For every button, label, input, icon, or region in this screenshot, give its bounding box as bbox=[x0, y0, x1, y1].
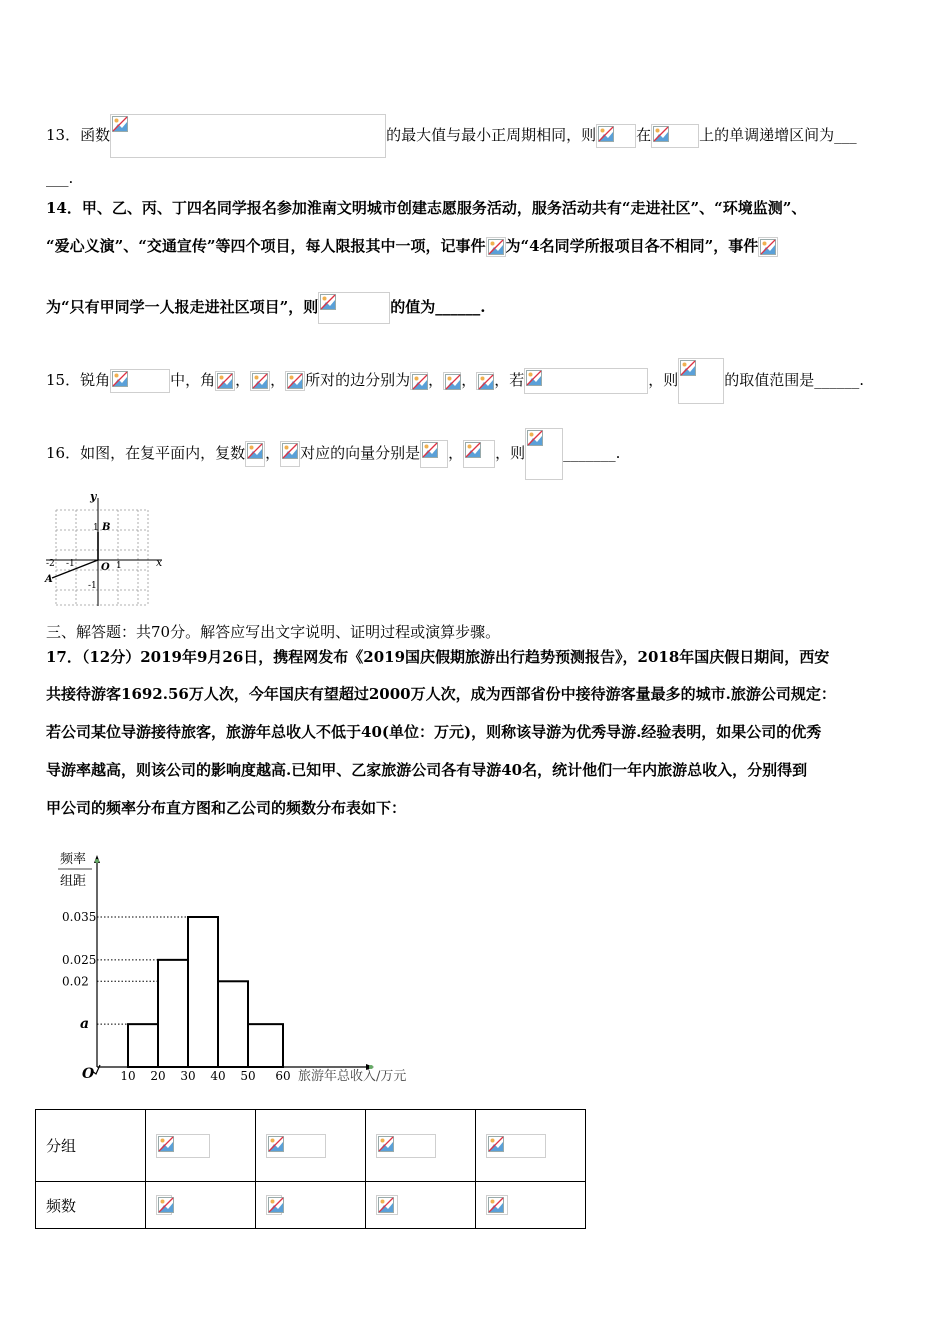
table-cell bbox=[476, 1110, 586, 1182]
q13-continuation: ___. bbox=[46, 169, 74, 187]
tick-neg2-x: -2 bbox=[46, 559, 55, 569]
question-14-line-2 bbox=[46, 236, 778, 257]
broken-image-icon bbox=[422, 442, 438, 458]
broken-image-icon bbox=[282, 443, 298, 459]
formula-image bbox=[318, 292, 390, 324]
broken-image-icon bbox=[158, 1136, 174, 1152]
y-tick-label: a bbox=[80, 1016, 90, 1033]
formula-image bbox=[376, 1195, 398, 1215]
vector-oa bbox=[52, 560, 98, 578]
tick-1-y: 1 bbox=[93, 523, 99, 533]
y-axis-dot bbox=[95, 859, 99, 863]
y-tick-label: 0.02 bbox=[62, 974, 89, 989]
broken-image-icon bbox=[653, 126, 669, 142]
formula-image bbox=[156, 1134, 210, 1158]
broken-image-icon bbox=[112, 116, 128, 132]
point-b-label: B bbox=[102, 522, 111, 533]
broken-image-icon bbox=[112, 371, 128, 387]
q15-text: 锐角 bbox=[80, 371, 111, 389]
comma: ， bbox=[235, 371, 251, 389]
broken-image-icon bbox=[158, 1197, 174, 1213]
broken-image-icon bbox=[488, 239, 504, 255]
frequency-table bbox=[35, 1109, 586, 1229]
formula-image bbox=[486, 237, 506, 257]
formula-image bbox=[215, 371, 235, 391]
q14-text: 为“只有甲同学一人报走进社区项目”，则 bbox=[46, 298, 319, 316]
comma: ， bbox=[448, 444, 464, 462]
broken-image-icon bbox=[445, 374, 461, 390]
formula-image bbox=[678, 358, 724, 404]
formula-image bbox=[266, 1195, 282, 1215]
ylabel-bottom: 组距 bbox=[60, 874, 87, 889]
formula-image bbox=[110, 114, 386, 158]
formula-image bbox=[250, 371, 270, 391]
broken-image-icon bbox=[378, 1197, 394, 1213]
broken-image-icon bbox=[465, 442, 481, 458]
y-tick-label: 0.025 bbox=[62, 952, 97, 967]
broken-image-icon bbox=[680, 360, 696, 376]
q13-text: 在 bbox=[636, 126, 652, 144]
formula-image bbox=[280, 441, 300, 467]
q13-text: 的最大值与最小正周期相同，则 bbox=[386, 126, 597, 144]
x-tick-label: 10 bbox=[120, 1069, 136, 1083]
table-row bbox=[36, 1182, 586, 1229]
q15-text: 的取值范围是______. bbox=[724, 371, 865, 389]
formula-image bbox=[525, 428, 563, 480]
q17-line-1: 17．（12分）2019年9月26日，携程网发布《2019国庆假期旅游出行趋势预测报告》，2018年国庆假日期间，西安 bbox=[46, 648, 830, 666]
broken-image-icon bbox=[320, 294, 336, 310]
comma: ， bbox=[428, 371, 444, 389]
table-cell bbox=[146, 1110, 256, 1182]
origin-label: O bbox=[101, 562, 110, 573]
formula-image bbox=[596, 124, 636, 148]
broken-image-icon bbox=[760, 239, 776, 255]
x-tick-label: 50 bbox=[240, 1069, 256, 1083]
histogram-bar bbox=[188, 917, 218, 1067]
broken-image-icon bbox=[527, 430, 543, 446]
table-cell bbox=[256, 1110, 366, 1182]
table-header-cell: 分组 bbox=[36, 1110, 146, 1182]
section-3-heading: 三、解答题：共70分。解答应写出文字说明、证明过程或演算步骤。 bbox=[46, 623, 501, 641]
histogram-bar bbox=[128, 1024, 158, 1067]
q15-text: ，则 bbox=[648, 371, 679, 389]
table-cell bbox=[366, 1182, 476, 1229]
question-14-line-1 bbox=[46, 198, 806, 218]
formula-image bbox=[443, 372, 461, 390]
formula-image bbox=[463, 440, 495, 468]
table-header-cell: 频数 bbox=[36, 1182, 146, 1229]
broken-image-icon bbox=[268, 1197, 284, 1213]
q16-text: ，则 bbox=[495, 444, 526, 462]
q16-text: 对应的向量分别是 bbox=[300, 444, 421, 462]
formula-image bbox=[651, 124, 699, 148]
broken-image-icon bbox=[287, 373, 303, 389]
broken-image-icon bbox=[217, 373, 233, 389]
q14-text: 的值为______. bbox=[390, 298, 486, 316]
broken-image-icon bbox=[598, 126, 614, 142]
table-row bbox=[36, 1110, 586, 1182]
x-tick-label: 30 bbox=[180, 1069, 196, 1083]
complex-plane-figure bbox=[44, 490, 170, 608]
comma: ， bbox=[265, 444, 281, 462]
formula-image bbox=[110, 369, 170, 393]
comma: ， bbox=[270, 371, 286, 389]
x-tick-label: 40 bbox=[210, 1069, 226, 1083]
question-14-line-3 bbox=[46, 292, 486, 324]
frequency-histogram bbox=[40, 845, 440, 1090]
x-tick-label: 20 bbox=[150, 1069, 166, 1083]
x-label: x bbox=[156, 556, 163, 569]
q15-text: 中，角 bbox=[170, 371, 216, 389]
histogram-bar bbox=[248, 1024, 283, 1067]
q13-text: 上的单调递增区间为___ bbox=[699, 126, 857, 144]
broken-image-icon bbox=[488, 1136, 504, 1152]
formula-image bbox=[245, 441, 265, 467]
y-label: y bbox=[90, 490, 97, 503]
formula-image bbox=[266, 1134, 326, 1158]
q17-line-3: 若公司某位导游接待旅客，旅游年总收人不低于40(单位：万元)，则称该导游为优秀导游.经验表明，如果公司的优秀 bbox=[46, 723, 822, 741]
question-15 bbox=[46, 358, 864, 404]
broken-image-icon bbox=[378, 1136, 394, 1152]
xlabel: 旅游年总收入/万元 bbox=[298, 1069, 407, 1084]
x-tick-label: 60 bbox=[275, 1069, 291, 1083]
formula-image bbox=[758, 237, 778, 257]
q15-number: 15． bbox=[46, 371, 81, 389]
q14-number: 14． bbox=[46, 199, 82, 217]
tick-neg1-x: -1 bbox=[66, 559, 75, 569]
formula-image bbox=[476, 372, 494, 390]
broken-image-icon bbox=[268, 1136, 284, 1152]
broken-image-icon bbox=[252, 373, 268, 389]
broken-image-icon bbox=[526, 370, 542, 386]
question-13 bbox=[46, 114, 857, 158]
histogram-bar bbox=[158, 960, 188, 1067]
formula-image bbox=[486, 1134, 546, 1158]
broken-image-icon bbox=[488, 1197, 504, 1213]
q14-text: 为“4名同学所报项目各不相同”，事件 bbox=[505, 237, 759, 255]
q17-line-5: 甲公司的频率分布直方图和乙公司的频数分布表如下： bbox=[46, 799, 407, 817]
q14-text: “爱心义演”、“交通宣传”等四个项目，每人限报其中一项，记事件 bbox=[46, 237, 486, 255]
formula-image bbox=[524, 368, 648, 394]
tick-neg1-y: -1 bbox=[88, 581, 97, 591]
broken-image-icon bbox=[247, 443, 263, 459]
q16-text: 如图，在复平面内，复数 bbox=[80, 444, 246, 462]
q15-text: ，若 bbox=[494, 371, 525, 389]
formula-image bbox=[376, 1134, 436, 1158]
q15-text: 所对的边分别为 bbox=[305, 371, 411, 389]
histogram-bar bbox=[218, 981, 248, 1067]
q13-text: 函数 bbox=[80, 126, 111, 144]
q16-text: _______. bbox=[563, 444, 621, 462]
q13-number: 13． bbox=[46, 126, 81, 144]
y-tick-label: 0.035 bbox=[62, 910, 97, 924]
origin-label: O bbox=[82, 1066, 95, 1082]
q16-number: 16． bbox=[46, 444, 81, 462]
formula-image bbox=[420, 440, 448, 468]
table-cell bbox=[366, 1110, 476, 1182]
q14-text: 甲、乙、丙、丁四名同学报名参加淮南文明城市创建志愿服务活动，服务活动共有“走进社区”、“环境监测”、 bbox=[81, 199, 807, 217]
table-cell bbox=[476, 1182, 586, 1229]
formula-image bbox=[410, 372, 428, 390]
formula-image bbox=[285, 371, 305, 391]
table-cell bbox=[146, 1182, 256, 1229]
broken-image-icon bbox=[412, 374, 428, 390]
formula-image bbox=[156, 1195, 172, 1215]
point-a-label: A bbox=[45, 574, 53, 585]
tick-1-x: 1 bbox=[116, 561, 122, 571]
broken-image-icon bbox=[478, 374, 494, 390]
table-cell bbox=[256, 1182, 366, 1229]
question-16 bbox=[46, 428, 620, 480]
comma: ， bbox=[461, 371, 477, 389]
formula-image bbox=[486, 1195, 508, 1215]
ylabel-top: 频率 bbox=[60, 852, 87, 867]
q17-line-4: 导游率越高，则该公司的影响度越高.已知甲、乙家旅游公司各有导游40名，统计他们一年内旅游总收入，分别得到 bbox=[46, 761, 808, 779]
q17-line-2: 共接待游客1692.56万人次，今年国庆有望超过2000万人次，成为西部省份中接待游客量最多的城市.旅游公司规定： bbox=[46, 685, 836, 703]
